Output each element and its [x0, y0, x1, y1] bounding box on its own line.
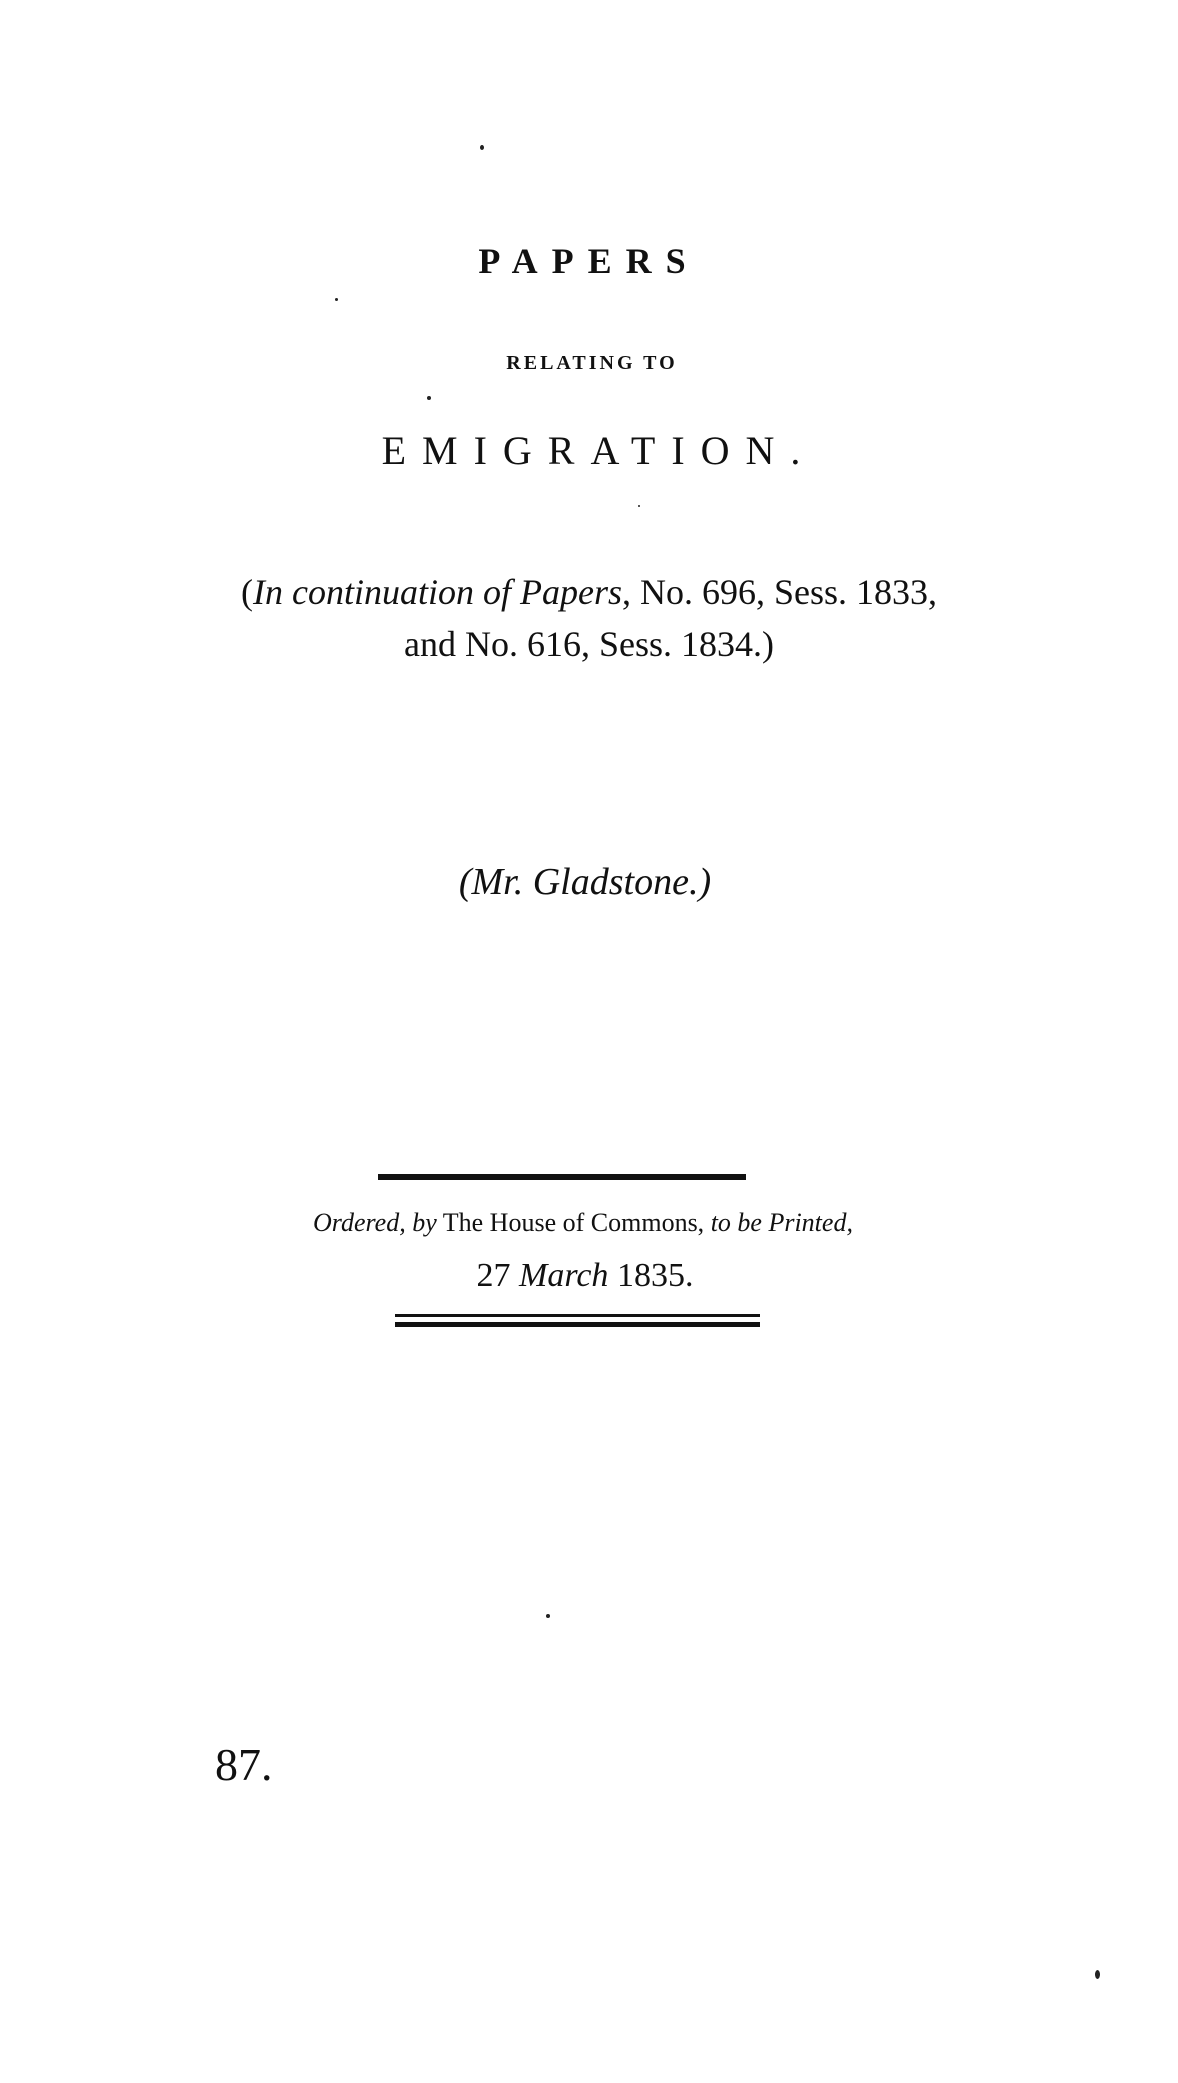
scan-speck [546, 1614, 550, 1618]
ordered-printed: to be Printed, [710, 1208, 853, 1237]
mover-name: (Mr. Gladstone.) [458, 861, 712, 903]
continuation-open-paren: ( [241, 572, 253, 612]
ordered-line [0, 1208, 1172, 1238]
scan-speck [1095, 1970, 1100, 1979]
ordered-house: The House of Commons, [436, 1208, 711, 1237]
order-date [0, 1257, 1174, 1295]
continuation-line1-rest: , No. 696, Sess. 1833, [621, 572, 937, 612]
scan-speck [480, 145, 484, 150]
document-topic: EMIGRATION. [381, 428, 817, 473]
ordered-by: Ordered, by [313, 1208, 437, 1237]
scan-speck [427, 396, 431, 400]
continuation-note [0, 566, 1178, 670]
divider-rule-top [378, 1174, 746, 1180]
continuation-line2: and No. 616, Sess. 1834.) [404, 624, 774, 664]
document-subtitle: RELATING TO [506, 352, 678, 374]
date-day: 27 [476, 1257, 520, 1294]
scan-speck [638, 505, 640, 507]
continuation-italic: In continuation of Papers [253, 572, 622, 612]
date-year: 1835. [608, 1257, 694, 1294]
document-title: PAPERS [478, 241, 700, 281]
scan-speck [335, 298, 338, 301]
divider-rule-bottom-thick [395, 1322, 760, 1327]
date-month: March [519, 1257, 609, 1294]
divider-rule-bottom-thin [395, 1314, 760, 1317]
page-number: 87. [215, 1739, 273, 1790]
